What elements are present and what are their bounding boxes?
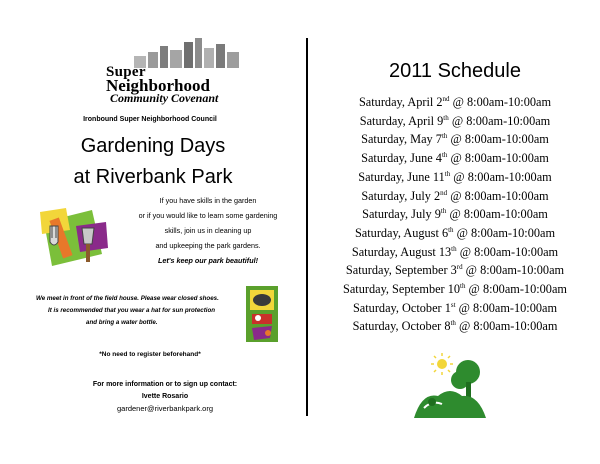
contact-name: Ivette Rosario [141,393,189,400]
schedule-entry: Saturday, April 2nd @ 8:00am-10:00am [358,94,552,109]
schedule-title: 2011 Schedule [389,60,521,82]
intro-line-3: skills, join us in cleaning up [164,226,252,235]
schedule-entry: Saturday, September 3rd @ 8:00am-10:00am [345,263,565,278]
no-registration-note: *No need to register beforehand* [99,351,201,358]
logo-text-covenant: Community Covenant [110,91,219,105]
contact-email: gardener@riverbankpark.org [117,404,213,413]
schedule-entry: Saturday, July 9th @ 8:00am-10:00am [362,207,548,222]
schedule-entry: Saturday, September 10th @ 8:00am-10:00am [343,281,567,296]
schedule-entry: Saturday, June 11th @ 8:00am-10:00am [358,169,552,184]
slogan: Let's keep our park beautiful! [158,256,258,265]
schedule-entry: Saturday, May 7th @ 8:00am-10:00am [361,132,549,147]
community-covenant-logo [104,38,244,104]
panel-divider [306,38,308,416]
meet-line-3: and bring a water bottle. [86,319,158,326]
intro-line-2: or if you would like to learn some gardening [138,211,278,220]
garden-tools-icon [36,208,110,270]
schedule-entry: Saturday, August 6th @ 8:00am-10:00am [354,225,556,240]
schedule-entry: Saturday, August 13th @ 8:00am-10:00am [351,244,559,259]
meet-line-1: We meet in front of the field house. Please wear closed shoes. [36,295,219,302]
logo-text-neighborhood: Neighborhood [106,76,210,95]
intro-line-4: and upkeeping the park gardens. [155,241,261,250]
council-name: Ironbound Super Neighborhood Council [83,116,217,123]
logo-text-super: Super [106,64,146,80]
schedule-entry: Saturday, July 2nd @ 8:00am-10:00am [361,188,549,203]
tree-sun-icon [412,352,488,418]
schedule-entry: Saturday, April 9th @ 8:00am-10:00am [359,113,551,128]
schedule-entry: Saturday, October 8th @ 8:00am-10:00am [352,319,558,334]
gardening-gloves-icon [246,286,278,342]
meet-line-2: It is recommended that you wear a hat for sun protection [48,307,216,314]
flyer-title-line2: at Riverbank Park [73,166,233,188]
schedule-entry: Saturday, October 1st @ 8:00am-10:00am [352,300,558,315]
flyer-title-line1: Gardening Days [80,135,226,157]
intro-line-1: If you have skills in the garden [159,196,257,205]
contact-line-1: For more information or to sign up contact: [92,381,238,388]
schedule-entry: Saturday, June 4th @ 8:00am-10:00am [361,151,549,166]
